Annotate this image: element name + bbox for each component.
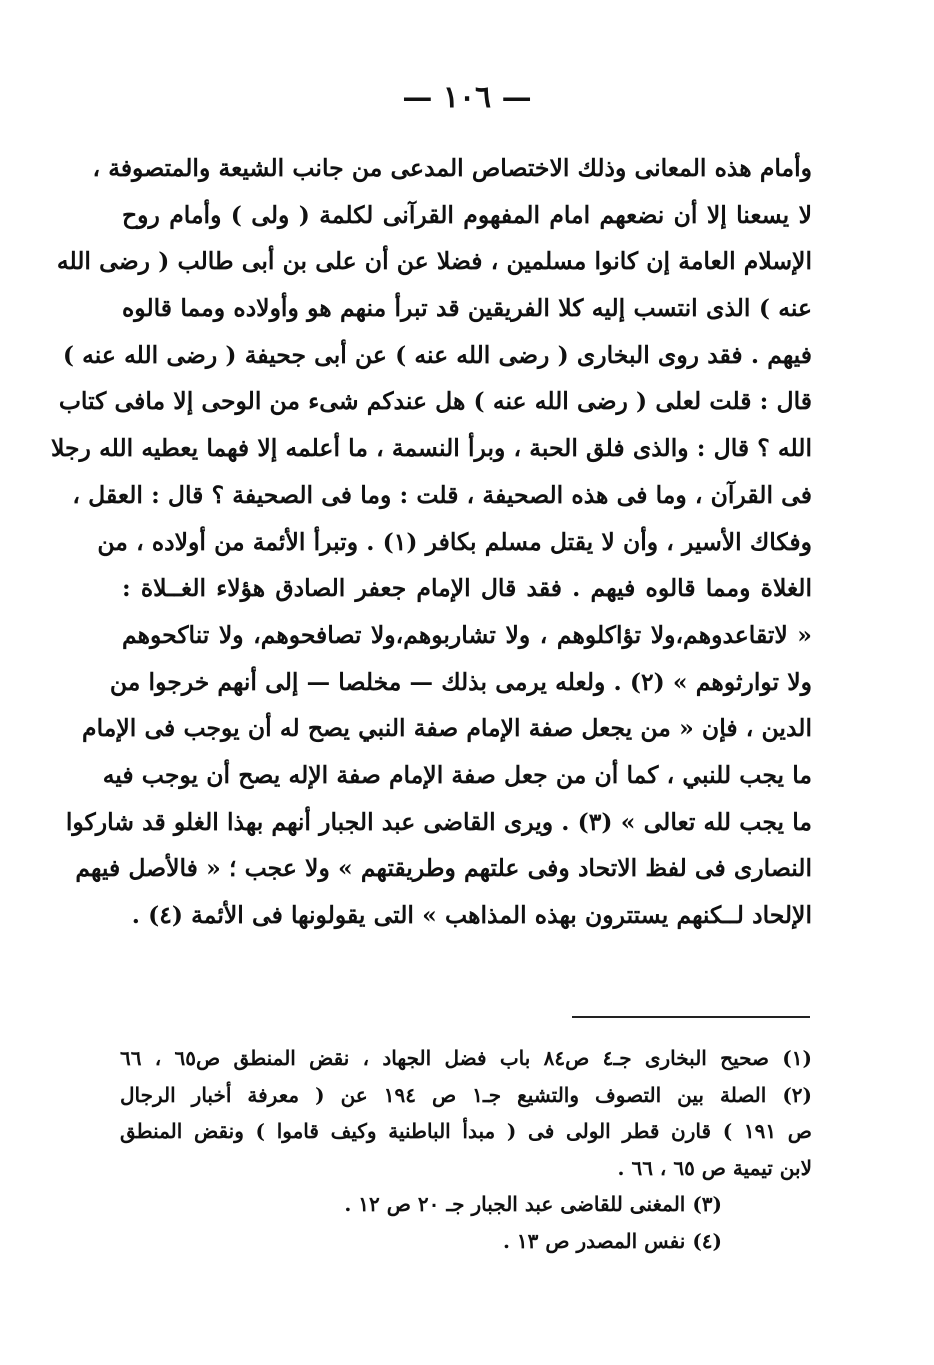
body-line: فى القرآن ، وما فى هذه الصحيفة ، قلت : وما فى الصحيفة ؟ قال : العقل ، <box>72 480 812 509</box>
body-line: فيهم . فقد روى البخارى ( رضى الله عنه ) عن أبى جحيفة ( رضى الله عنه ) <box>62 340 812 369</box>
body-line: وفكاك الأسير ، وأن لا يقتل مسلم بكافر (١) . وتبرأ الأئمة من أولاده ، من <box>97 527 812 556</box>
footnotes <box>120 1040 812 1259</box>
body-line: ما يجب لله تعالى » (٣) . ويرى القاضى عبد الجبار أنهم بهذا الغلو قد شاركوا <box>65 807 812 836</box>
body-line: « لاتقاعدوهم،ولا تؤاكلوهم ، ولا تشاربوهم،ولا تصافحوهم، ولا تناكحوهم <box>122 620 812 649</box>
body-line: وأمام هذه المعانى وذلك الاختصاص المدعى من جانب الشيعة والمتصوفة ، <box>92 154 812 182</box>
body-line: الله ؟ قال : والذى فلق الحبة ، وبرأ النسمة ، ما أعلمه إلا فهما يعطيه الله رجلا <box>51 434 812 463</box>
body-line: عنه ) الذى انتسب إليه كلا الفريقين قد تبرأ منهم هو وأولاده ومما قالوه <box>122 294 812 323</box>
body-line: الدين ، فإن « من يجعل صفة الإمام صفة النبي يصح له أن يوجب فى الإمام <box>82 714 812 743</box>
body-line: الإلحاد لــكنهم يستترون بهذه المذاهب » التى يقولونها فى الأئمة (٤) . <box>131 901 812 929</box>
body-line: قال : قلت لعلى ( رضى الله عنه ) هل عندكم شىء من الوحى إلا مافى كتاب <box>58 387 812 416</box>
body-line: ما يجب للنبي ، كما أن من جعل صفة الإمام صفة الإله يصح أن يوجب فيه <box>102 760 812 789</box>
footnote-line: (٣) المغنى للقاضى عبد الجبار جـ ٢٠ ص ١٢ . <box>344 1192 722 1216</box>
footnote-separator <box>572 1016 810 1018</box>
body-line: لا يسعنا إلا أن نضعهم امام المفهوم القرآنى لكلمة ( ولى ) وأمام روح <box>122 200 812 229</box>
footnote-line: (٤) نفس المصدر ص ١٣ . <box>502 1228 722 1253</box>
footnote-line: لابن تيمية ص ٦٥ ، ٦٦ . <box>617 1155 812 1180</box>
body-line: النصارى فى لفظ الاتحاد وفى علتهم وطريقتهم » ولا عجب ؛ « فالأصل فيهم <box>75 854 812 883</box>
body-line: الغلاة ومما قالوه فيهم . فقد قال الإمام جعفر الصادق هؤلاء الغــلاة : <box>122 574 812 603</box>
footnote-line: (١) صحيح البخارى جـ٤ ص٨٤ باب فضل الجهاد ، نقض المنطق ص٦٥ ، ٦٦ <box>120 1046 812 1070</box>
body-text <box>51 145 812 939</box>
footnote-line: (٢) الصلة بين التصوف والتشيع جـ١ ص ١٩٤ عن ( معرفة أخبار الرجال <box>120 1082 812 1107</box>
footnote-line: ص ١٩١ ) قارن قطر الولى فى ( مبدأ الباطنية وكيف قاموا ) ونقض المنطق <box>120 1119 812 1143</box>
body-line: الإسلام العامة إن كانوا مسلمين ، فضلا عن أن على بن أبى طالب ( رضى الله <box>56 247 812 276</box>
body-line: ولا توارثوهم » (٢) . ولعله يرمى بذلك — مخلصا — إلى أنهم خرجوا من <box>109 667 812 696</box>
page-number: — ١٠٦ — <box>402 80 532 115</box>
